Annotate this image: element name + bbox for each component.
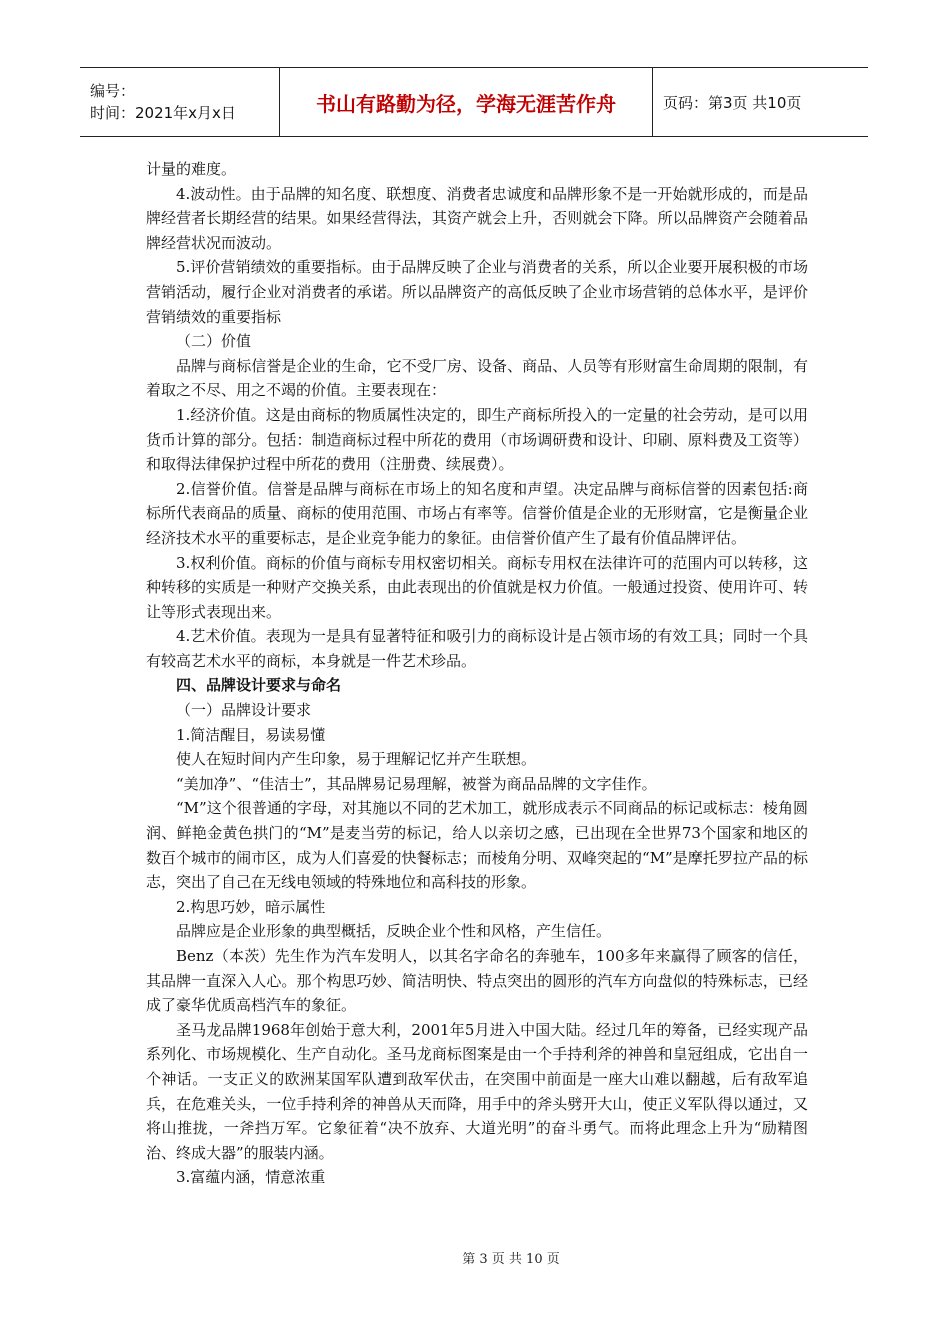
- header-meta: [80, 68, 280, 136]
- body-paragraph: 计量的难度。: [146, 160, 237, 178]
- document-code-label: 编号：: [90, 82, 136, 100]
- body-paragraph: 圣马龙品牌1968年创始于意大利，2001年5月进入中国大陆。经过几年的筹备，已经实现产品系列化、市场规模化、生产自动化。圣马龙商标图案是由一个手持利斧的神兽和皇冠组成，它出自一个神话。一支正义的欧洲某国军队遭到敌军伏击，在突围中前面是一座大山难以翻越，后有敌军追兵，在危难关头，一位手持利斧的神兽从天而降，用手中的斧头劈开大山，使正义军队得以通过，又将山推拢，一斧挡万军。它象征着“决不放弃、大道光明”的奋斗勇气。而将此理念上升为“励精图治、终成大器”的服装内涵。: [146, 1020, 808, 1162]
- body-paragraph: 品牌与商标信誉是企业的生命，它不受厂房、设备、商品、人员等有形财富生命周期的限制，有着取之不尽、用之不竭的价值。主要表现在：: [146, 356, 808, 400]
- document-date: 时间：2021年x月x日: [90, 104, 236, 122]
- header-motto: 书山有路勤为径，学海无涯苦作舟: [280, 68, 653, 136]
- body-paragraph: 2.构思巧妙，暗示属性: [176, 897, 326, 916]
- body-paragraph: Benz（本茨）先生作为汽车发明人，以其名字命名的奔驰车，100多年来赢得了顾客的信任，其品牌一直深入人心。那个构思巧妙、简洁明快、特点突出的圆形的汽车方向盘似的特殊标志，已经成了豪华优质高档汽车的象征。: [146, 947, 808, 1015]
- body-paragraph: 3.富蕴内涵，情意浓重: [176, 1168, 326, 1187]
- body-paragraph: 使人在短时间内产生印象，易于理解记忆并产生联想。: [176, 750, 537, 769]
- body-paragraph: 5.评价营销绩效的重要指标。由于品牌反映了企业与消费者的关系，所以企业要开展积极的市场营销活动，履行企业对消费者的承诺。所以品牌资产的高低反映了企业市场营销的总体水平，是评价营销绩效的重要指标: [146, 258, 808, 326]
- body-paragraph: 4.波动性。由于品牌的知名度、联想度、消费者忠诚度和品牌形象不是一开始就形成的，而是品牌经营者长期经营的结果。如果经营得法，其资产就会上升，否则就会下降。所以品牌资产会随着品牌经营状况而波动。: [146, 184, 808, 252]
- body-paragraph: 3.权利价值。商标的价值与商标专用权密切相关。商标专用权在法律许可的范围内可以转移，这种转移的实质是一种财产交换关系，由此表现出的价值就是权力价值。一般通过投资、使用许可、转让等形式表现出来。: [146, 553, 808, 621]
- body-paragraph: 4.艺术价值。表现为一是具有显著特征和吸引力的商标设计是占领市场的有效工具；同时一个具有较高艺术水平的商标，本身就是一件艺术珍品。: [146, 627, 808, 670]
- body-paragraph: （二）价值: [176, 332, 252, 351]
- body-paragraph: 2.信誉价值。信誉是品牌与商标在市场上的知名度和声望。决定品牌与商标信誉的因素包括:商标所代表商品的质量、商标的使用范围、市场占有率等。信誉价值是企业的无形财富，它是衡量企业经济技术水平的重要标志，是企业竞争能力的象征。由信誉价值产生了最有价值品牌评估。: [146, 479, 808, 547]
- section-heading: 四、品牌设计要求与命名: [176, 676, 342, 695]
- body-paragraph: 1.简洁醒目，易读易懂: [176, 725, 326, 744]
- body-paragraph: 1.经济价值。这是由商标的物质属性决定的，即生产商标所投入的一定量的社会劳动，是可以用货币计算的部分。包括：制造商标过程中所花的费用（市场调研费和设计、印刷、原料费及工资等）和取得法律保护过程中所花的费用（注册费、续展费）。: [146, 405, 808, 474]
- document-body: [146, 157, 808, 1190]
- body-paragraph: “美加净”、“佳洁士”，其品牌易记易理解，被誉为商品品牌的文字佳作。: [176, 774, 657, 793]
- body-paragraph: “M”这个很普通的字母，对其施以不同的艺术加工，就形成表示不同商品的标记或标志：棱角圆润、鲜艳金黄色拱门的“M”是麦当劳的标记，给人以亲切之感，已出现在全世界73个国家和地区的数百个城市的闹市区，成为人们喜爱的快餐标志；而棱角分明、双峰突起的“M”是摩托罗拉产品的标志，突出了自己在无线电领域的特殊地位和高科技的形象。: [146, 799, 808, 892]
- page-footer: 第 3 页 共 10 页: [462, 1252, 560, 1267]
- header-page-info: 页码：第3页 共10页: [663, 93, 802, 112]
- page-header: [80, 67, 868, 137]
- body-paragraph: （一）品牌设计要求: [176, 701, 312, 720]
- body-paragraph: 品牌应是企业形象的典型概括，反映企业个性和风格，产生信任。: [176, 922, 612, 941]
